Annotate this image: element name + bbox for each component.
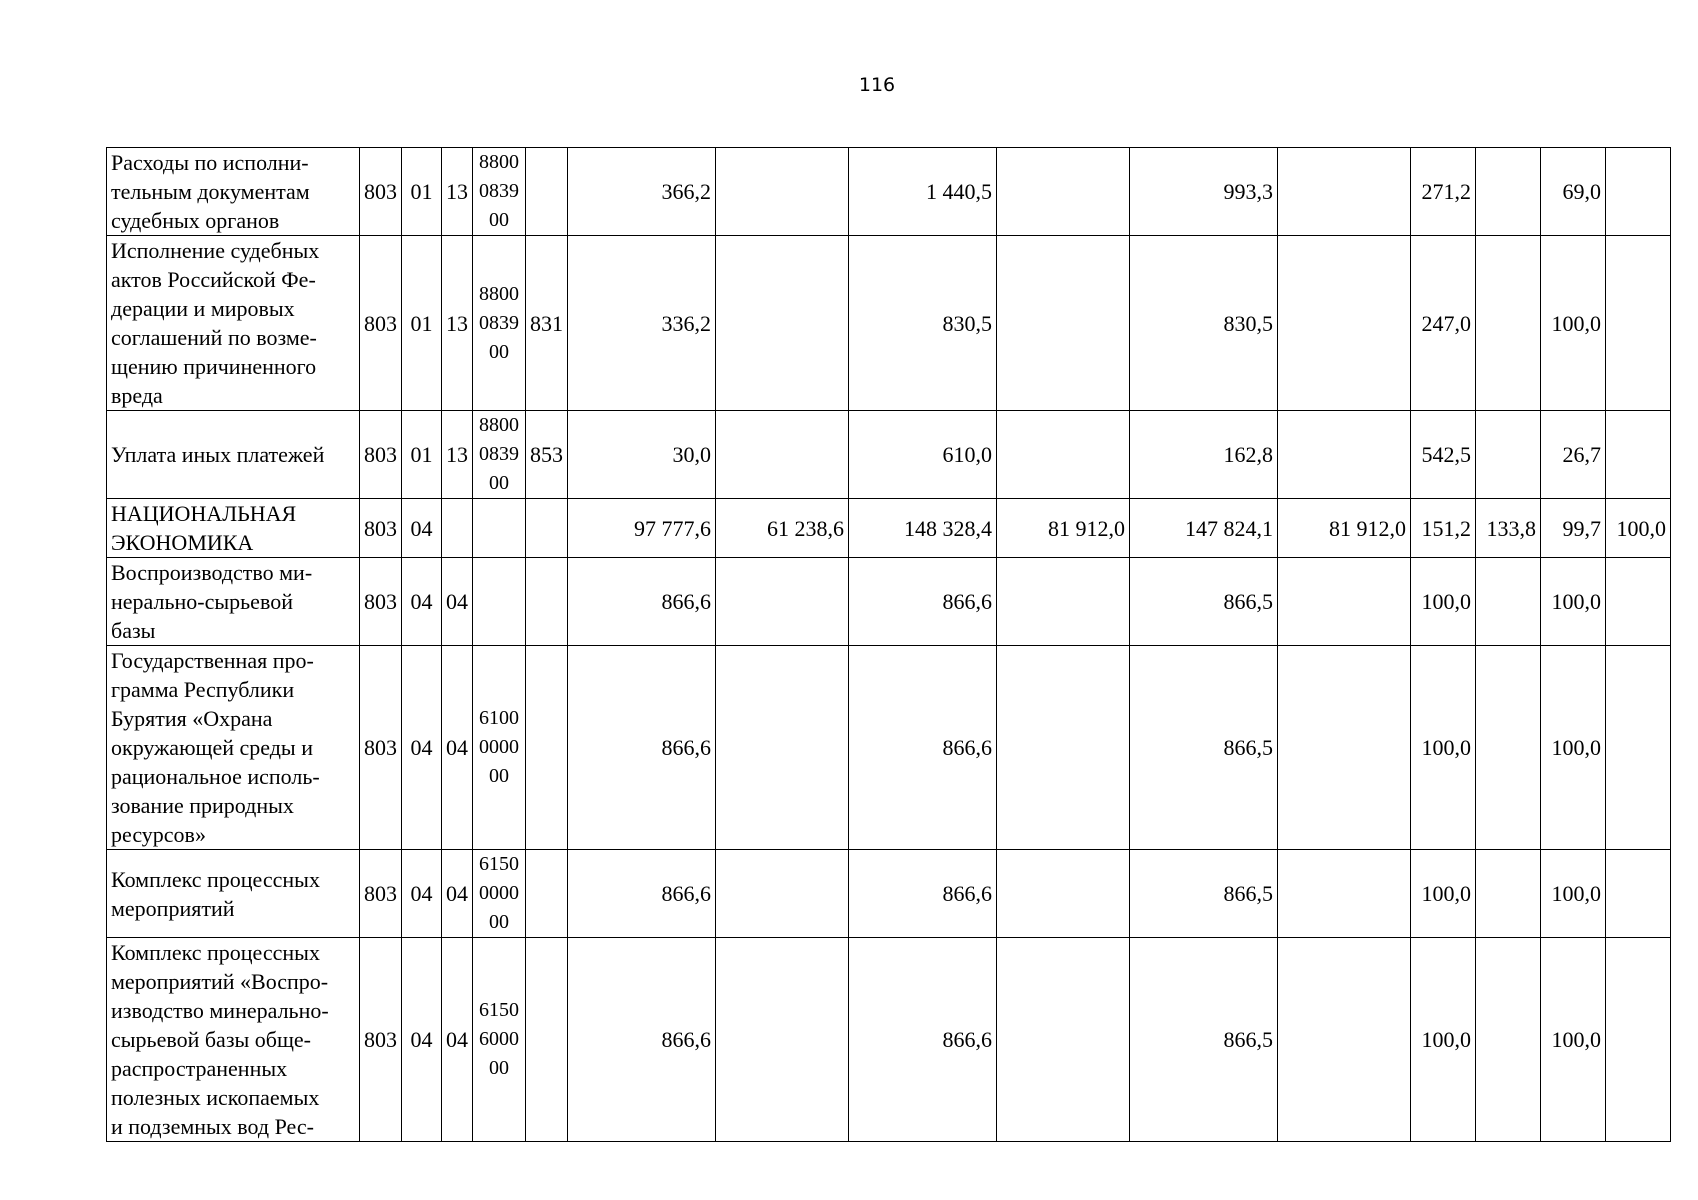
ved-code: 803 xyxy=(360,236,402,411)
value-v6 xyxy=(1278,850,1411,938)
value-v3: 866,6 xyxy=(849,938,997,1142)
value-v9: 100,0 xyxy=(1541,850,1606,938)
value-v6: 81 912,0 xyxy=(1278,499,1411,558)
row-name-line: Воспроизводство ми- xyxy=(111,560,313,585)
value-v1: 97 777,6 xyxy=(568,499,716,558)
row-name-line: тельным документам xyxy=(111,179,310,204)
value-v2 xyxy=(716,236,849,411)
ved-code: 803 xyxy=(360,938,402,1142)
target-article-part: 6100 xyxy=(479,707,519,729)
value-v10: 100,0 xyxy=(1606,499,1671,558)
row-name-line: мероприятий xyxy=(111,895,235,921)
ved-code: 803 xyxy=(360,411,402,499)
target-article-code xyxy=(473,499,526,558)
expense-type-code xyxy=(526,148,568,236)
row-name-line: Комплекс процессных xyxy=(111,940,320,965)
target-article-part: 00 xyxy=(489,340,509,363)
value-v2 xyxy=(716,938,849,1142)
target-article-code xyxy=(473,558,526,646)
value-v2: 61 238,6 xyxy=(716,499,849,558)
target-article-code xyxy=(473,148,526,236)
value-v3: 1 440,5 xyxy=(849,148,997,236)
value-v1: 336,2 xyxy=(568,236,716,411)
value-v3: 866,6 xyxy=(849,558,997,646)
value-v3: 866,6 xyxy=(849,646,997,850)
section-code: 04 xyxy=(402,558,442,646)
row-name xyxy=(107,148,360,236)
target-article-part: 0839 xyxy=(479,443,519,465)
value-v7: 100,0 xyxy=(1411,646,1476,850)
target-article-code xyxy=(473,850,526,938)
target-article-part: 8800 xyxy=(479,151,519,173)
value-v2 xyxy=(716,148,849,236)
value-v8 xyxy=(1476,558,1541,646)
row-name-line: Бурятия «Охрана xyxy=(111,706,273,731)
value-v3: 610,0 xyxy=(849,411,997,499)
value-v8 xyxy=(1476,646,1541,850)
value-v3: 830,5 xyxy=(849,236,997,411)
value-v4 xyxy=(997,558,1130,646)
subsection-code: 13 xyxy=(442,236,473,411)
section-code: 04 xyxy=(402,646,442,850)
section-code: 04 xyxy=(402,499,442,558)
row-name-line: Государственная про- xyxy=(111,648,314,673)
value-v8 xyxy=(1476,411,1541,499)
row-name-line: изводство минерально- xyxy=(111,998,329,1023)
row-name-line: Исполнение судебных xyxy=(111,238,320,263)
value-v7: 100,0 xyxy=(1411,558,1476,646)
row-name-line: соглашений по возме- xyxy=(111,325,317,350)
row-name-line: полезных ископаемых xyxy=(111,1085,320,1110)
expense-type-code xyxy=(526,558,568,646)
value-v10 xyxy=(1606,148,1671,236)
subsection-code: 04 xyxy=(442,646,473,850)
target-article-part: 8800 xyxy=(479,414,519,436)
section-code: 01 xyxy=(402,148,442,236)
ved-code: 803 xyxy=(360,558,402,646)
value-v10 xyxy=(1606,558,1671,646)
value-v6 xyxy=(1278,938,1411,1142)
row-name-line: и подземных вод Рес- xyxy=(111,1114,314,1139)
table-row xyxy=(107,236,1671,411)
value-v5: 866,5 xyxy=(1130,850,1278,938)
expense-type-code xyxy=(526,850,568,938)
row-name-line: рациональное исполь- xyxy=(111,764,320,789)
row-name-line: базы xyxy=(111,618,156,643)
value-v1: 366,2 xyxy=(568,148,716,236)
section-code: 01 xyxy=(402,411,442,499)
subsection-code: 13 xyxy=(442,148,473,236)
expense-type-code xyxy=(526,499,568,558)
value-v5: 993,3 xyxy=(1130,148,1278,236)
value-v9: 26,7 xyxy=(1541,411,1606,499)
value-v10 xyxy=(1606,411,1671,499)
value-v7: 247,0 xyxy=(1411,236,1476,411)
target-article-part: 0839 xyxy=(479,180,519,202)
value-v8 xyxy=(1476,236,1541,411)
row-name-line: грамма Республики xyxy=(111,677,295,702)
row-name-line: Комплекс процессных xyxy=(111,866,320,892)
value-v1: 30,0 xyxy=(568,411,716,499)
expense-type-code xyxy=(526,938,568,1142)
target-article-part: 6150 xyxy=(479,999,519,1021)
row-name-line: Расходы по исполни- xyxy=(111,150,309,175)
value-v4 xyxy=(997,236,1130,411)
section-code: 04 xyxy=(402,938,442,1142)
value-v4 xyxy=(997,646,1130,850)
table-row xyxy=(107,499,1671,558)
row-name-line: мероприятий «Воспро- xyxy=(111,969,329,994)
value-v9: 100,0 xyxy=(1541,558,1606,646)
subsection-code: 13 xyxy=(442,411,473,499)
table-row xyxy=(107,558,1671,646)
value-v5: 162,8 xyxy=(1130,411,1278,499)
value-v6 xyxy=(1278,558,1411,646)
row-name-line: нерально-сырьевой xyxy=(111,589,293,614)
target-article-code xyxy=(473,938,526,1142)
row-name-line: сырьевой базы обще- xyxy=(111,1027,312,1052)
budget-table xyxy=(106,147,1671,1142)
table-row xyxy=(107,646,1671,850)
target-article-part: 0000 xyxy=(479,882,519,904)
row-name-line: Уплата иных платежей xyxy=(111,442,325,467)
expense-type-code: 853 xyxy=(526,411,568,499)
value-v9: 100,0 xyxy=(1541,236,1606,411)
target-article-part: 00 xyxy=(489,209,509,231)
value-v5: 147 824,1 xyxy=(1130,499,1278,558)
value-v2 xyxy=(716,850,849,938)
row-name-line: дерации и мировых xyxy=(111,296,295,321)
expense-type-code xyxy=(526,646,568,850)
row-name xyxy=(107,411,360,499)
value-v4 xyxy=(997,148,1130,236)
value-v6 xyxy=(1278,411,1411,499)
value-v9: 99,7 xyxy=(1541,499,1606,558)
target-article-part: 00 xyxy=(489,1057,509,1079)
row-name-line: ресурсов» xyxy=(111,822,206,847)
row-name xyxy=(107,499,360,558)
value-v8 xyxy=(1476,850,1541,938)
subsection-code: 04 xyxy=(442,850,473,938)
row-name xyxy=(107,850,360,938)
value-v4 xyxy=(997,850,1130,938)
table-row xyxy=(107,850,1671,938)
subsection-code: 04 xyxy=(442,558,473,646)
row-name-line: щению причиненного xyxy=(111,354,317,379)
target-article-part: 00 xyxy=(489,911,509,933)
ved-code: 803 xyxy=(360,850,402,938)
table-body xyxy=(107,148,1671,1142)
target-article-code xyxy=(473,236,526,411)
value-v5: 866,5 xyxy=(1130,558,1278,646)
value-v2 xyxy=(716,558,849,646)
value-v6 xyxy=(1278,646,1411,850)
value-v7: 271,2 xyxy=(1411,148,1476,236)
ved-code: 803 xyxy=(360,499,402,558)
section-code: 04 xyxy=(402,850,442,938)
value-v8 xyxy=(1476,148,1541,236)
table-row xyxy=(107,148,1671,236)
value-v9: 69,0 xyxy=(1541,148,1606,236)
value-v5: 866,5 xyxy=(1130,646,1278,850)
subsection-code: 04 xyxy=(442,938,473,1142)
expense-type-code: 831 xyxy=(526,236,568,411)
value-v8: 133,8 xyxy=(1476,499,1541,558)
value-v1: 866,6 xyxy=(568,558,716,646)
row-name xyxy=(107,236,360,411)
target-article-part: 0839 xyxy=(479,311,519,334)
row-name xyxy=(107,558,360,646)
row-name-line: актов Российской Фе- xyxy=(111,267,316,292)
value-v5: 830,5 xyxy=(1130,236,1278,411)
value-v9: 100,0 xyxy=(1541,938,1606,1142)
value-v4 xyxy=(997,938,1130,1142)
target-article-part: 6150 xyxy=(479,853,519,875)
value-v2 xyxy=(716,646,849,850)
row-name-line: вреда xyxy=(111,383,163,408)
row-name-line: НАЦИОНАЛЬНАЯ xyxy=(111,501,297,526)
value-v3: 866,6 xyxy=(849,850,997,938)
value-v7: 100,0 xyxy=(1411,938,1476,1142)
row-name-line: судебных органов xyxy=(111,208,280,233)
target-article-part: 6000 xyxy=(479,1028,519,1050)
value-v2 xyxy=(716,411,849,499)
row-name-line: зование природных xyxy=(111,793,294,818)
value-v1: 866,6 xyxy=(568,938,716,1142)
value-v1: 866,6 xyxy=(568,850,716,938)
table-row xyxy=(107,938,1671,1142)
row-name-line: распространенных xyxy=(111,1056,288,1081)
row-name xyxy=(107,938,360,1142)
value-v4 xyxy=(997,411,1130,499)
value-v7: 151,2 xyxy=(1411,499,1476,558)
value-v5: 866,5 xyxy=(1130,938,1278,1142)
value-v3: 148 328,4 xyxy=(849,499,997,558)
value-v4: 81 912,0 xyxy=(997,499,1130,558)
row-name-line: окружающей среды и xyxy=(111,735,313,760)
value-v8 xyxy=(1476,938,1541,1142)
row-name-line: ЭКОНОМИКА xyxy=(111,530,254,555)
value-v6 xyxy=(1278,148,1411,236)
value-v10 xyxy=(1606,850,1671,938)
value-v9: 100,0 xyxy=(1541,646,1606,850)
value-v7: 542,5 xyxy=(1411,411,1476,499)
value-v10 xyxy=(1606,938,1671,1142)
value-v10 xyxy=(1606,236,1671,411)
page-number: 116 xyxy=(858,74,896,96)
value-v1: 866,6 xyxy=(568,646,716,850)
target-article-code xyxy=(473,411,526,499)
value-v7: 100,0 xyxy=(1411,850,1476,938)
table-row xyxy=(107,411,1671,499)
target-article-part: 8800 xyxy=(479,282,519,305)
row-name xyxy=(107,646,360,850)
value-v10 xyxy=(1606,646,1671,850)
ved-code: 803 xyxy=(360,148,402,236)
section-code: 01 xyxy=(402,236,442,411)
target-article-part: 0000 xyxy=(479,736,519,758)
target-article-part: 00 xyxy=(489,472,509,494)
target-article-part: 00 xyxy=(489,765,509,787)
value-v6 xyxy=(1278,236,1411,411)
ved-code: 803 xyxy=(360,646,402,850)
subsection-code xyxy=(442,499,473,558)
target-article-code xyxy=(473,646,526,850)
